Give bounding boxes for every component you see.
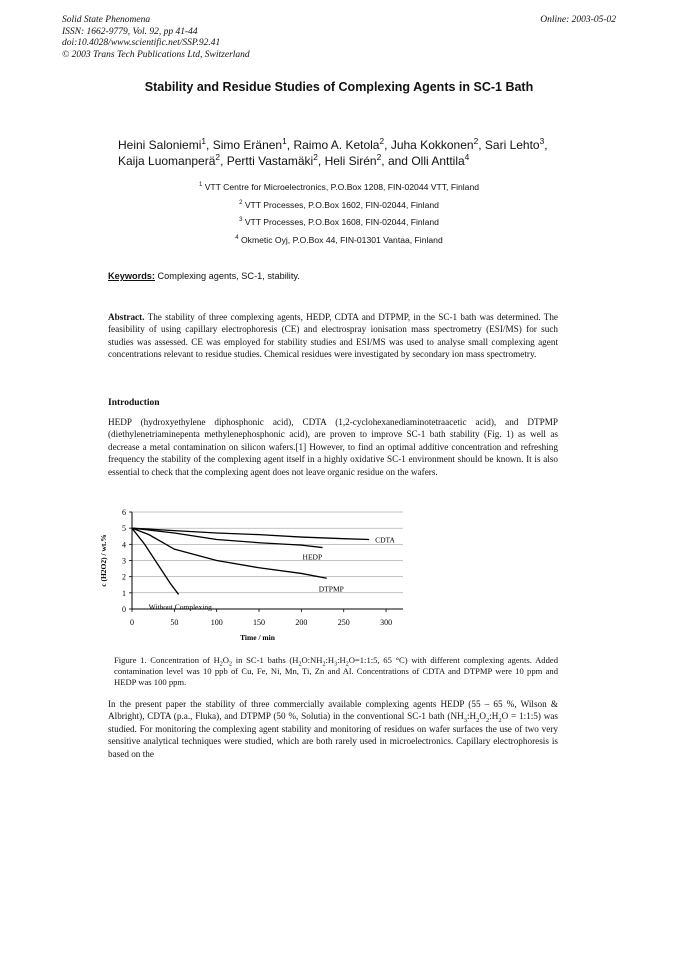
abstract-text: The stability of three complexing agents, HEDP, CDTA and DTPMP, in the SC-1 bath was determined. The feasibility of using capillary electrophoresis (CE) and electrospray ionisation mass spectrometry (ESI/MS) for such studies was assessed. CE was employed for stability studies and ESI/MS was used to analyse small complexing agent concentrations relevant to residue studies. Chemical residues were investigated by secondary ion mass spectrometry.	[108, 312, 558, 360]
online-date: Online: 2003-05-02	[540, 15, 616, 25]
affiliation-1: $^1$ VTT Centre for Microelectronics, P.O.Box 1208, FIN-02044 VTT, Finland	[198, 182, 480, 192]
author-affiliation-mark: 4	[464, 152, 470, 162]
y-tick-label: 2	[122, 572, 126, 582]
series-label: Without Complexing	[148, 602, 212, 612]
author-affiliation-mark: 2	[215, 152, 221, 162]
author-name: Raimo A. Ketola	[293, 138, 380, 152]
figure-1-chart	[90, 505, 420, 647]
journal-name: Solid State Phenomena	[62, 15, 151, 25]
issn-line: ISSN: 1662-9779, Vol. 92, pp 41-44	[62, 26, 198, 37]
author-name: Olli Anttila	[411, 154, 465, 168]
series-label: HEDP	[302, 552, 323, 562]
introduction-heading: Introduction	[108, 398, 160, 408]
series-line	[132, 528, 369, 539]
author-name: Kaija Luomanperä	[118, 154, 216, 168]
figure-caption: Figure 1. Concentration of $H_2O_2$ in SC-1 baths ($H_2O:NH_2:H_3:H_2O=1:1:5$, 65 °C) with different complexing agents. Added contamination level was 10 ppb of Cu, Fe, Ni, Mn, Ti, Zn and Al. Concentrations of CDTA and DTPMP were 10 ppm and HEDP was 100 ppm.	[114, 655, 558, 687]
affiliation-4: $^4$ Okmetic Oyj, P.O.Box 44, FIN-01301 Vantaa, Finland	[235, 235, 443, 245]
doi-line[interactable]: doi:10.4028/www.scientific.net/SSP.92.41	[62, 38, 221, 48]
y-axis-title: c (H2O2) / wt.%	[99, 534, 108, 587]
author-name: Heini Saloniemi	[118, 138, 202, 152]
keywords	[108, 271, 300, 281]
author-affiliation-mark: 2	[473, 136, 479, 146]
affiliation-2: $^2$ VTT Processes, P.O.Box 1602, FIN-02044, Finland	[239, 200, 439, 210]
y-tick-label: 5	[122, 524, 126, 534]
x-tick-label: 200	[295, 618, 308, 627]
author-name: Juha Kokkonen	[390, 138, 474, 152]
x-tick-label: 50	[170, 618, 179, 627]
x-tick-label: 150	[253, 618, 266, 627]
author-affiliation-mark: 1	[282, 136, 287, 146]
keywords-label: Keywords:	[108, 271, 155, 281]
author-affiliation-mark: 2	[376, 152, 382, 162]
x-tick-label: 250	[337, 618, 350, 627]
y-tick-label: 3	[122, 556, 126, 566]
keywords-text: Complexing agents, SC-1, stability.	[157, 271, 300, 281]
author-name: Simo Eränen	[212, 138, 283, 152]
y-tick-label: 0	[122, 605, 126, 614]
copyright-line: © 2003 Trans Tech Publications Ltd, Switzerland	[62, 49, 250, 60]
author-affiliation-mark: 3	[539, 136, 545, 146]
author-name: Pertti Vastamäki	[226, 154, 314, 168]
introduction-paragraph: HEDP (hydroxyethylene diphosphonic acid), CDTA (1,2-cyclohexanediaminotetraacetic acid), and DTPMP (diethylenetriaminepenta methylenephosphonic acid), are proven to improve SC-1 bath stability (Fig. 1) as well as decrease a metal contamination on silicon wafers.[1] However, to find an optimal additive concentration and refreshing frequency the stability of the complexing agent itself in a highly oxidative SC-1 environment should be known. It is also essential to check that the complexing agent does not leave organic residue on the wafers.	[108, 417, 558, 477]
series-line	[132, 528, 327, 578]
x-tick-label: 300	[380, 618, 393, 627]
author-list: Heini Saloniemi$^1$, Simo Eränen$^1$, Raimo A. Ketola$^2$, Juha Kokkonen$^2$, Sari Lehto$^3$, Kaija Luomanperä$^2$, Pertti Vastamäki$^2$, Heli Sirén$^2$, and Olli Anttila$^4$	[118, 136, 548, 168]
y-tick-label: 4	[122, 540, 126, 550]
series-label: CDTA	[375, 535, 395, 545]
abstract	[108, 311, 558, 361]
series-label: DTPMP	[318, 584, 344, 594]
body-paragraph-2: In the present paper the stability of three commercially available complexing agents HEDP (55 – 65 %, Wilson & Albright), CDTA (p.a., Fluka), and DTPMP (50 %, Solutia) in the conventional SC-1 bath ($NH_3:H_2O_2:H_2O$ = 1:1:5) was studied. For monitoring the complexing agent stability and monitoring of residues on wafer surfaces the use of two very sensitive analytical techniques were studied, which are both rarely used in microelectronics. Capillary electrophoresis is based on the	[108, 699, 558, 759]
series-line	[132, 528, 323, 547]
y-tick-label: 1	[122, 588, 126, 598]
author-affiliation-mark: 2	[313, 152, 318, 162]
abstract-label: Abstract.	[108, 312, 145, 322]
x-tick-label: 100	[210, 618, 223, 627]
author-name: Sari Lehto	[484, 138, 540, 152]
journal-header	[62, 15, 250, 61]
author-affiliation-mark: 1	[201, 136, 207, 146]
x-axis-title: Time / min	[240, 633, 275, 642]
affiliation-3: $^3$ VTT Processes, P.O.Box 1608, FIN-02044, Finland	[239, 217, 439, 227]
paper-title: Stability and Residue Studies of Complexing Agents in SC-1 Bath	[144, 80, 534, 94]
x-tick-label: 0	[130, 618, 134, 627]
y-tick-label: 6	[122, 508, 126, 517]
author-affiliation-mark: 2	[379, 136, 385, 146]
author-name: Heli Sirén	[324, 154, 377, 168]
